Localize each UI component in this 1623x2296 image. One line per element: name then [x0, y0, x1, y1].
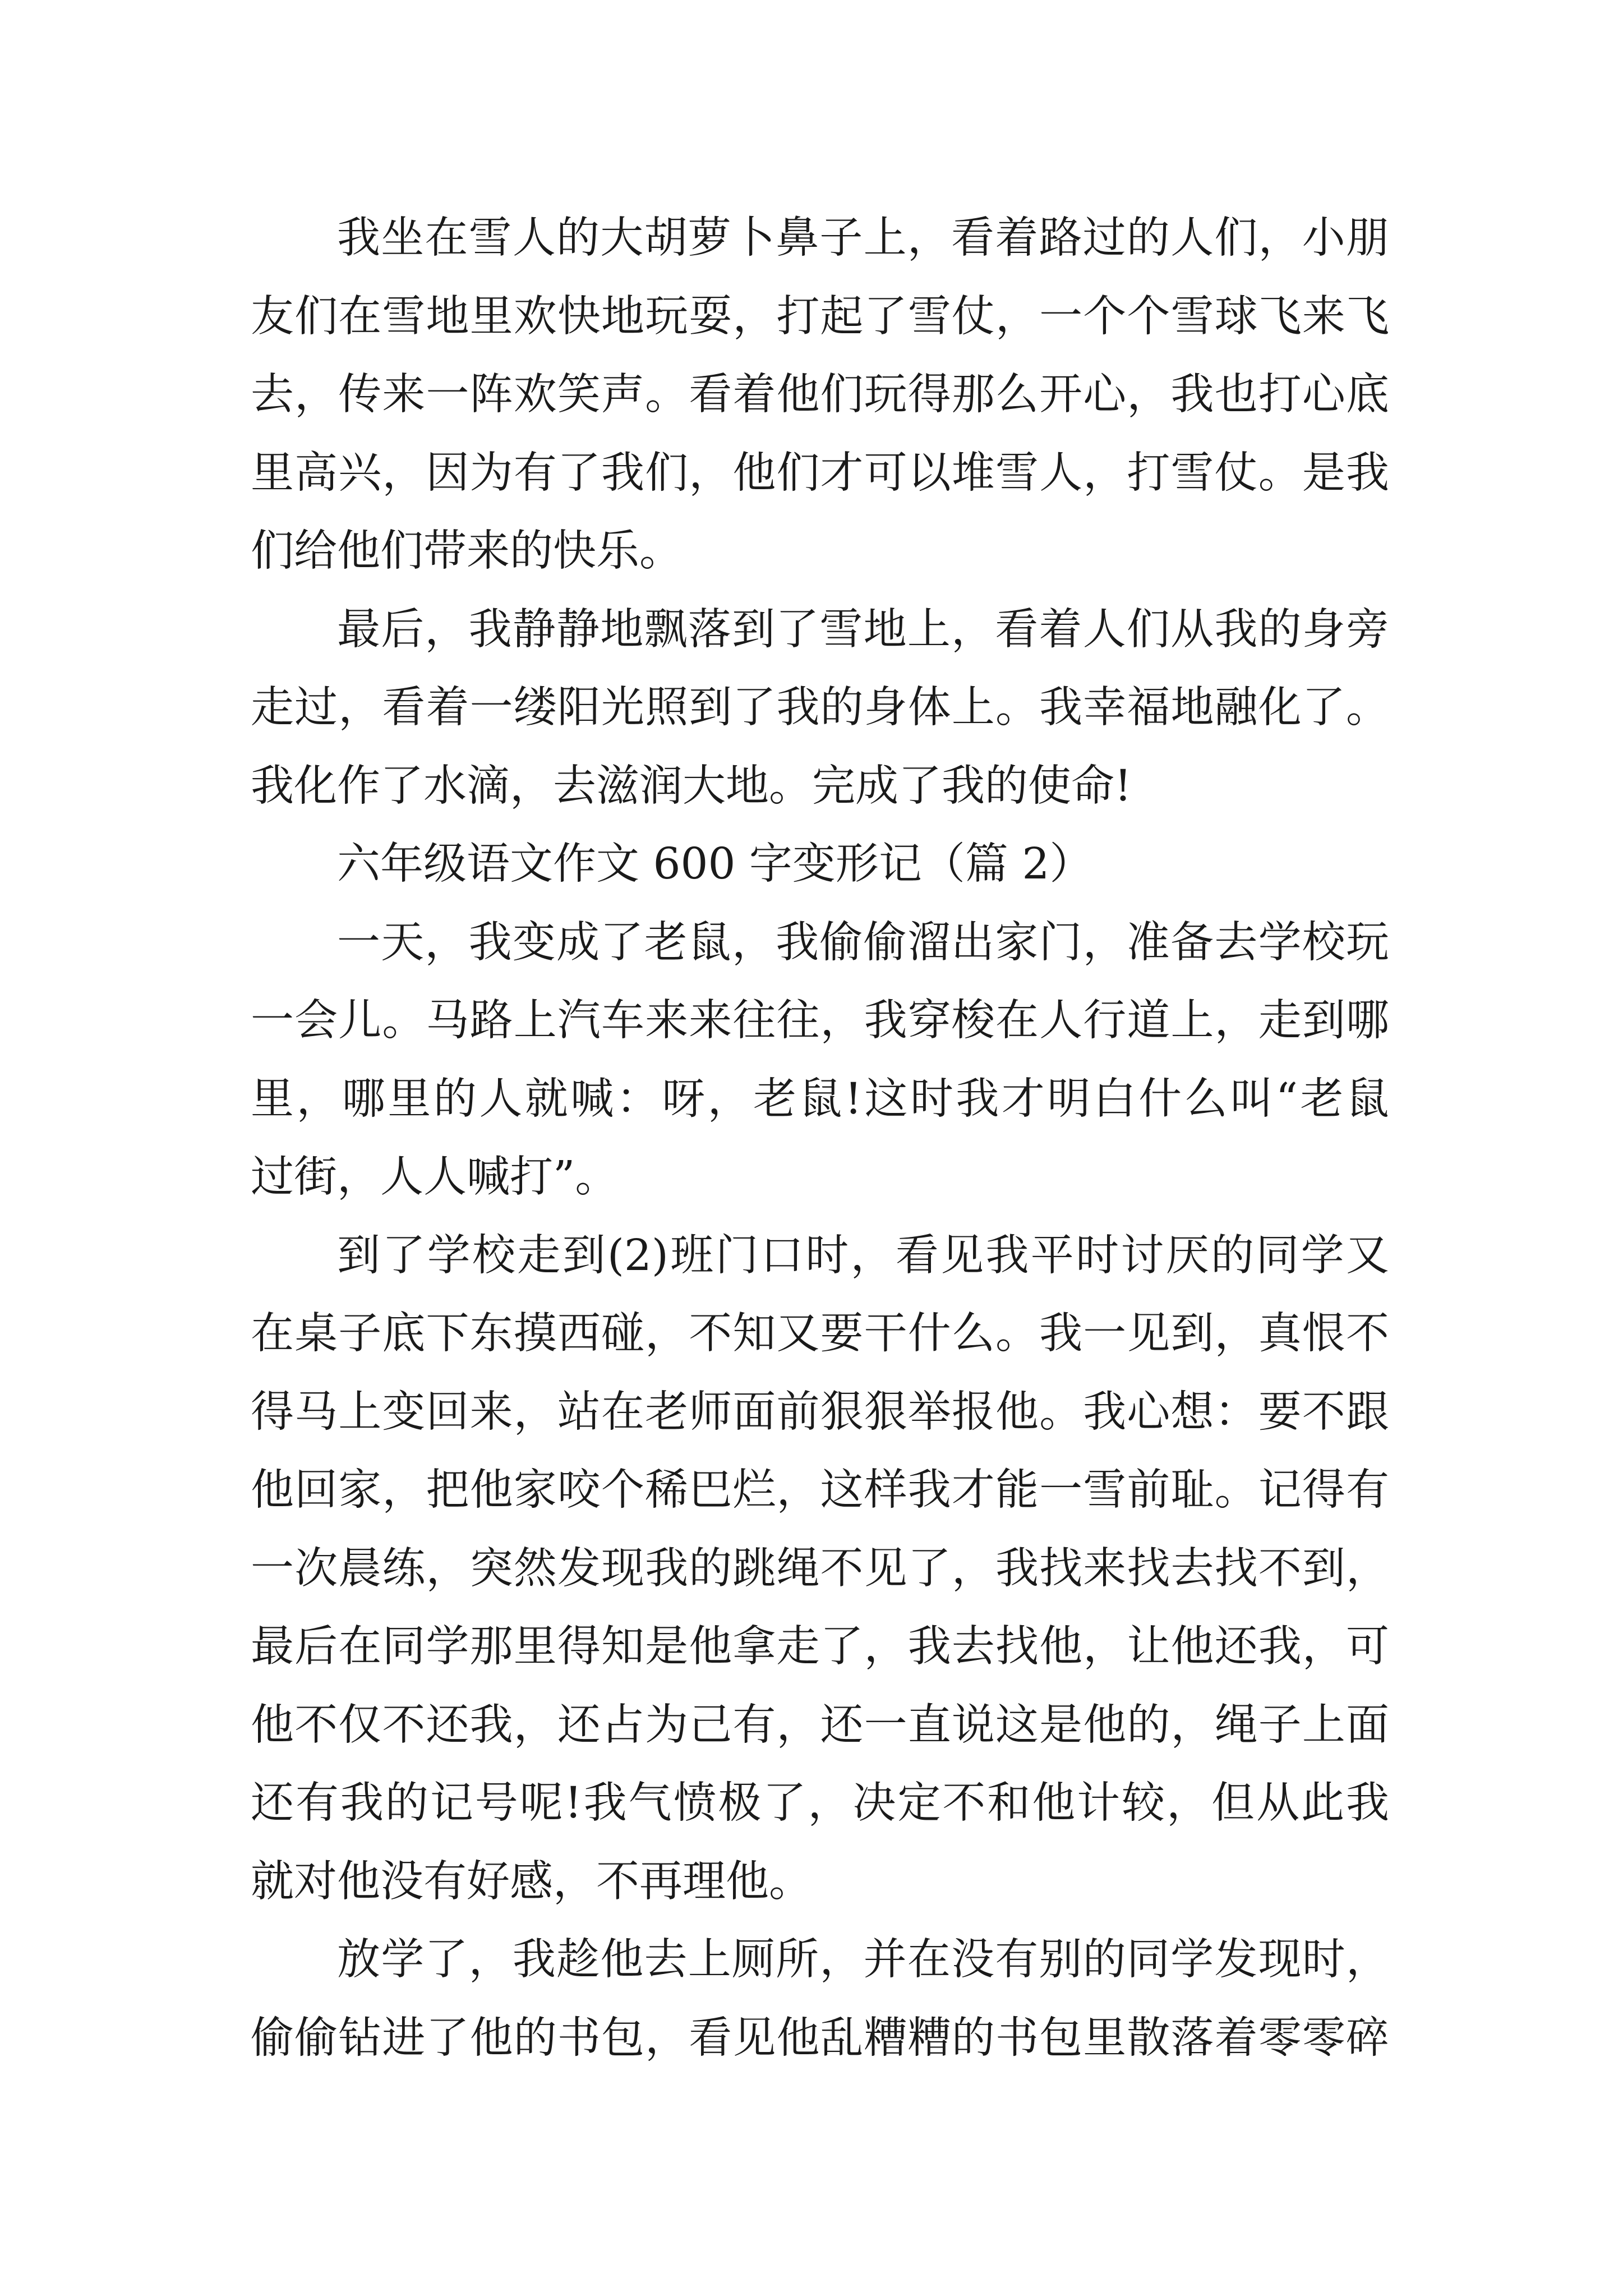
text-line: 偷偷钻进了他的书包，看见他乱糟糟的书包里散落着零零碎 — [251, 2013, 1389, 2063]
text-line: 一次晨练，突然发现我的跳绳不见了，我找来找去找不到， — [251, 1543, 1389, 1594]
text-line: 他回家，把他家咬个稀巴烂，这样我才能一雪前耻。记得有 — [251, 1465, 1389, 1515]
text-line: 就对他没有好感，不再理他。 — [251, 1856, 812, 1907]
text-line: 走过，看着一缕阳光照到了我的身体上。我幸福地融化了。 — [251, 683, 1389, 733]
text-line: 到了学校走到(2)班门口时，看见我平时讨厌的同学又 — [337, 1230, 1389, 1281]
text-line: 过街，人人喊打”。 — [251, 1152, 619, 1202]
text-line: 最后在同学那里得知是他拿走了，我去找他，让他还我，可 — [251, 1622, 1389, 1672]
text-line: 最后，我静静地飘落到了雪地上，看着人们从我的身旁 — [337, 604, 1389, 655]
text-line: 一天，我变成了老鼠，我偷偷溜出家门，准备去学校玩 — [337, 917, 1389, 968]
text-line: 里高兴，因为有了我们，他们才可以堆雪人，打雪仗。是我 — [251, 448, 1389, 498]
text-line: 们给他们带来的快乐。 — [251, 526, 683, 576]
essay-body — [251, 199, 1389, 2077]
text-line: 我坐在雪人的大胡萝卜鼻子上，看着路过的人们，小朋 — [337, 213, 1389, 263]
text-line: 我化作了水滴，去滋润大地。完成了我的使命! — [251, 761, 1132, 811]
text-line: 在桌子底下东摸西碰，不知又要干什么。我一见到，真恨不 — [251, 1309, 1389, 1359]
text-line: 去，传来一阵欢笑声。看着他们玩得那么开心，我也打心底 — [251, 370, 1389, 420]
text-line: 得马上变回来，站在老师面前狠狠举报他。我心想：要不跟 — [251, 1387, 1389, 1437]
section-heading: 六年级语文作文 600 字变形记（篇 2） — [337, 839, 1093, 889]
text-line: 放学了，我趁他去上厕所，并在没有别的同学发现时， — [337, 1935, 1389, 1985]
text-line: 里，哪里的人就喊：呀，老鼠!这时我才明白什么叫“老鼠 — [251, 1074, 1389, 1124]
text-line: 还有我的记号呢!我气愤极了，决定不和他计较，但从此我 — [251, 1778, 1389, 1828]
text-line: 他不仅不还我，还占为己有，还一直说这是他的，绳子上面 — [251, 1700, 1389, 1750]
text-line: 友们在雪地里欢快地玩耍，打起了雪仗，一个个雪球飞来飞 — [251, 291, 1389, 342]
text-line: 一会儿。马路上汽车来来往往，我穿梭在人行道上，走到哪 — [251, 996, 1389, 1046]
